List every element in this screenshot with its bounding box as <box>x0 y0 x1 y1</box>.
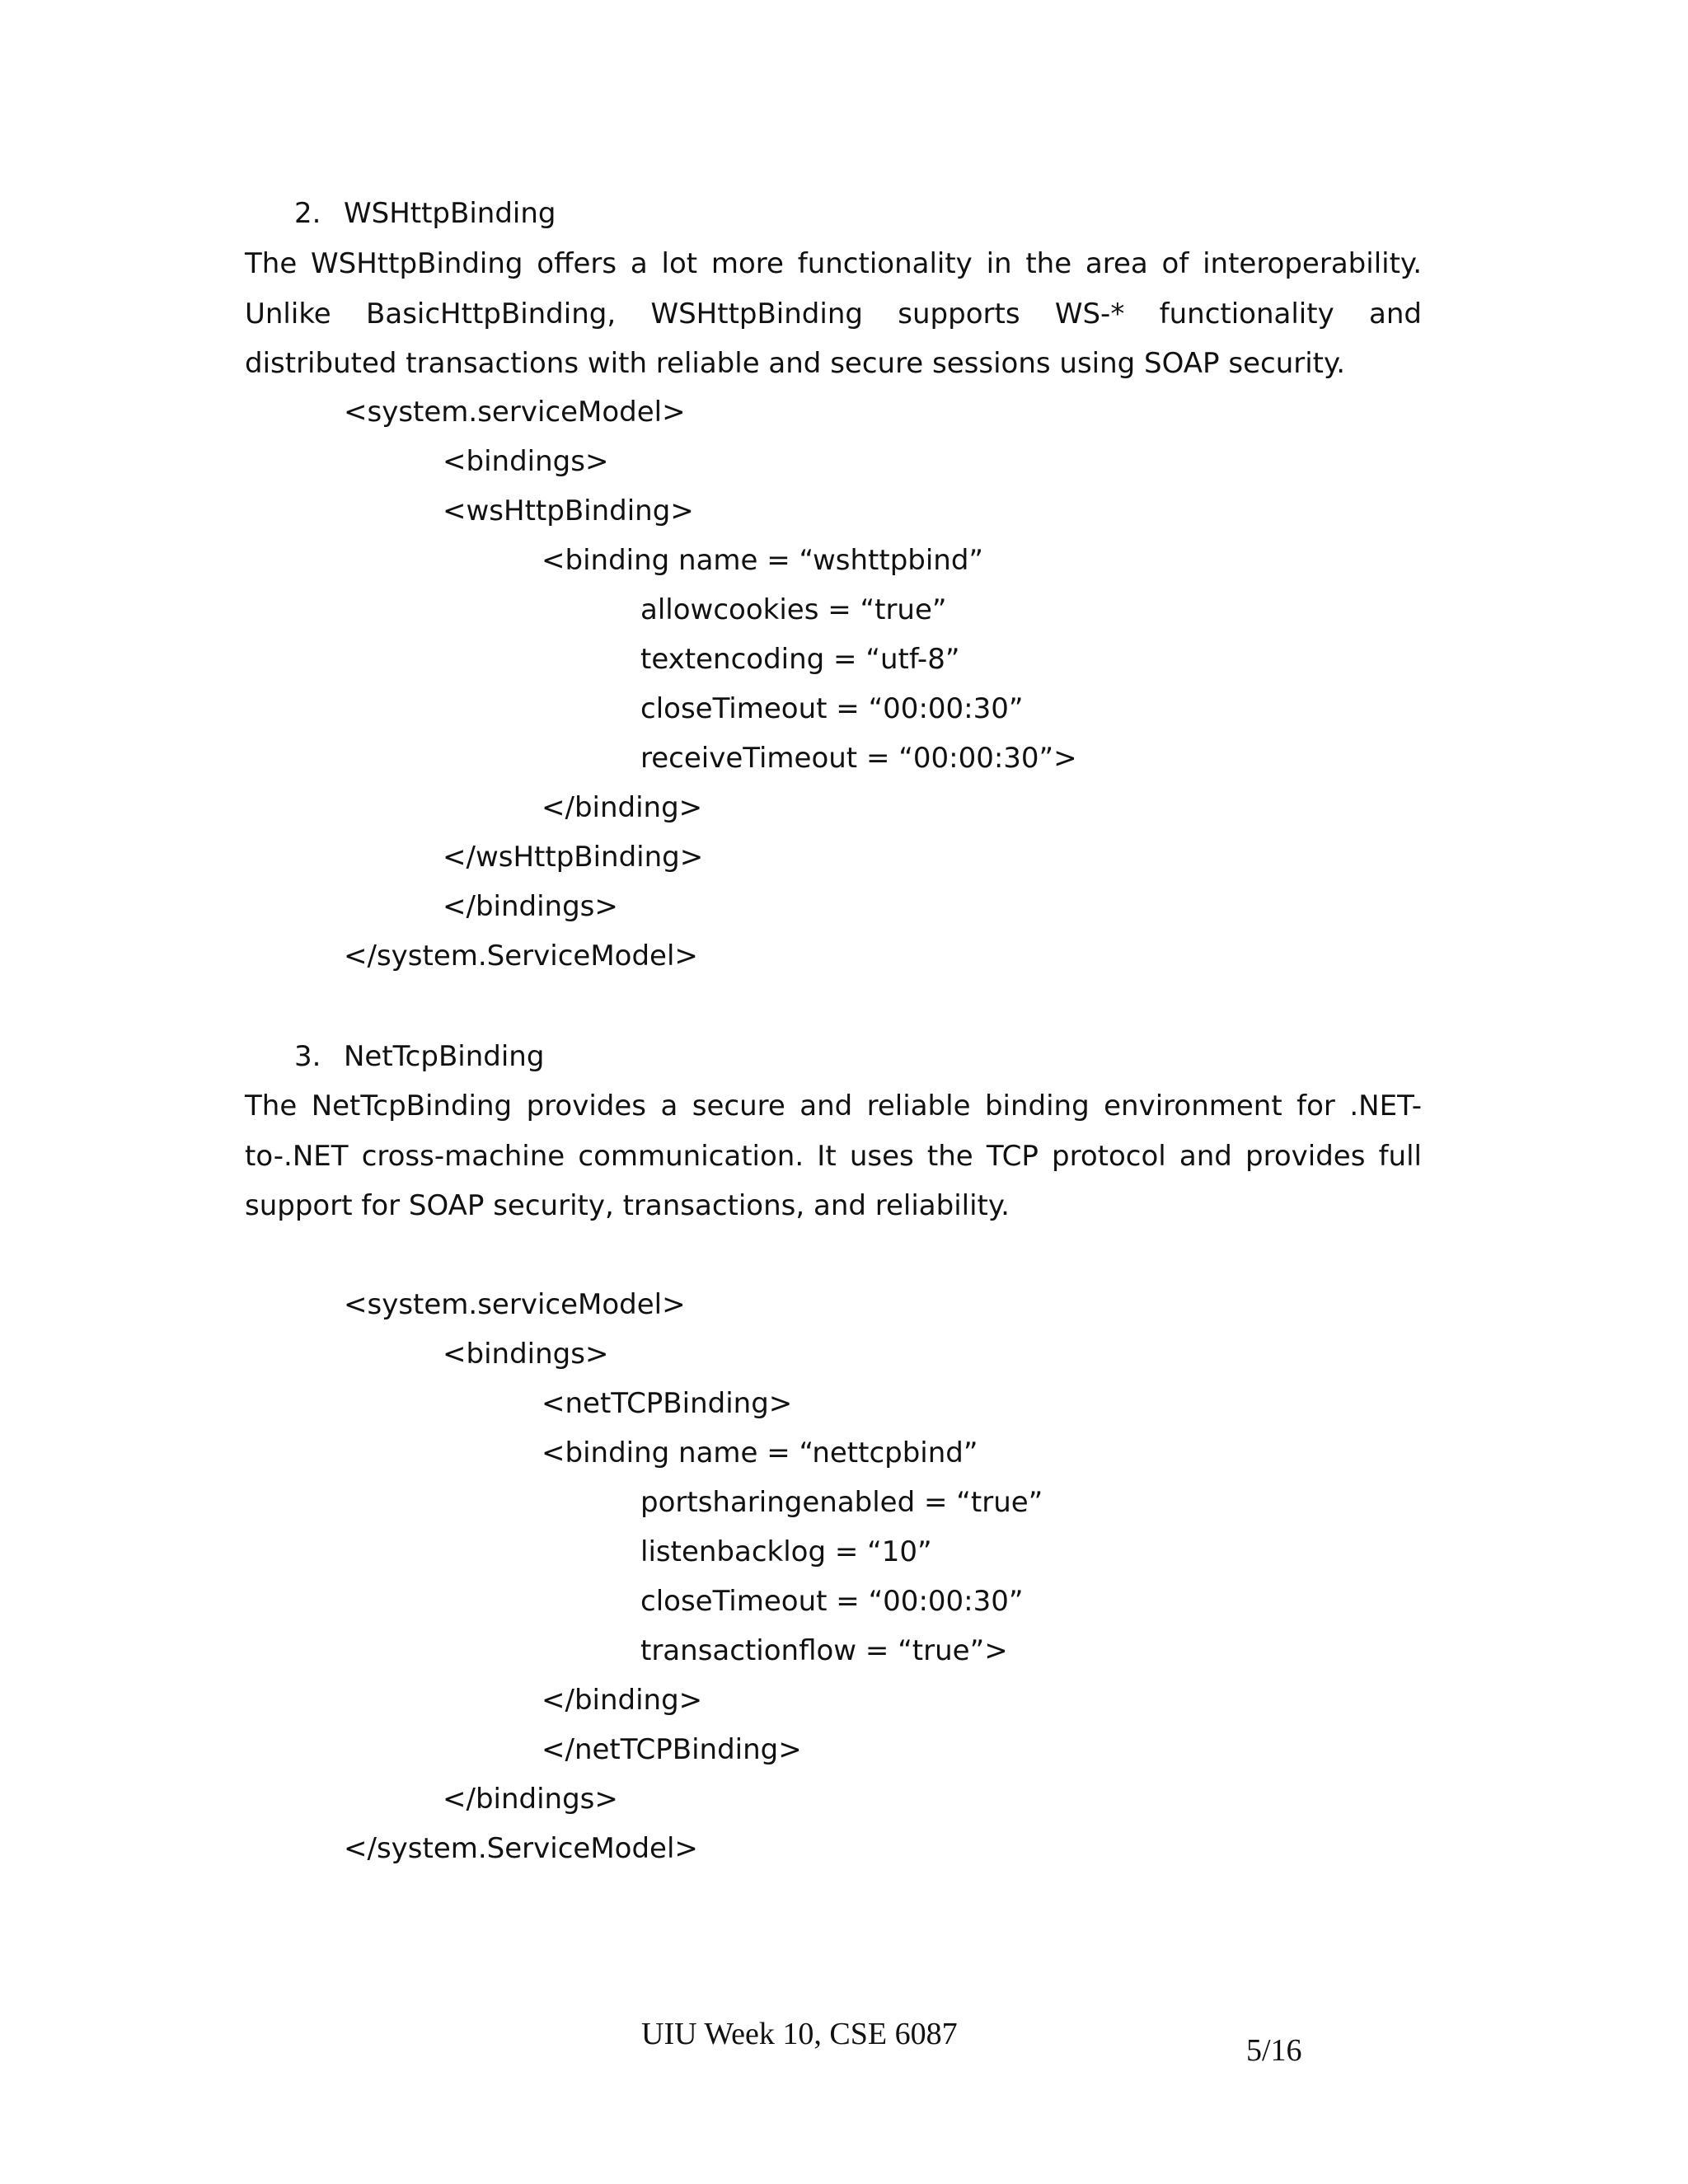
page-number: 5/16 <box>1246 2033 1302 2068</box>
footer-course: UIU Week 10, CSE 6087 <box>641 2017 958 2051</box>
code-line: </binding> <box>542 791 703 824</box>
code-line: listenbacklog = “10” <box>640 1535 932 1568</box>
code-line: <bindings> <box>443 1338 609 1371</box>
code-line: </bindings> <box>443 1783 618 1816</box>
code-line: <binding name = “wshttpbind” <box>542 544 984 577</box>
code-line: transactionflow = “true”> <box>640 1634 1008 1667</box>
code-line: <wsHttpBinding> <box>443 494 694 527</box>
code-line: <system.serviceModel> <box>344 1288 686 1321</box>
code-line: </netTCPBinding> <box>542 1733 802 1766</box>
code-line: </wsHttpBinding> <box>443 841 704 874</box>
section-3-number: 3. <box>294 1040 321 1073</box>
code-line: receiveTimeout = “00:00:30”> <box>640 742 1077 775</box>
code-line: <system.serviceModel> <box>344 396 686 429</box>
code-line: </bindings> <box>443 890 618 923</box>
code-line: <netTCPBinding> <box>542 1387 793 1420</box>
section-2-title: WSHttpBinding <box>344 197 556 230</box>
section-2-paragraph: The WSHttpBinding offers a lot more functionality in the area of interoperability. Unlike BasicHttpBinding, WSHttpBinding supports WS-* functionality and distributed transactions with reliable and secure sessions using SOAP security. <box>245 247 1422 380</box>
code-line: </system.ServiceModel> <box>344 1832 698 1865</box>
section-3-title: NetTcpBinding <box>344 1040 545 1073</box>
code-line: closeTimeout = “00:00:30” <box>640 1585 1024 1618</box>
code-line: allowcookies = “true” <box>640 593 947 626</box>
section-3-paragraph: The NetTcpBinding provides a secure and reliable binding environment for .NET-to-.NET cross-machine communication. It uses the TCP protocol and provides full support for SOAP security, transactions, and reliability. <box>245 1090 1422 1222</box>
section-2-number: 2. <box>294 197 321 230</box>
code-line: portsharingenabled = “true” <box>640 1486 1043 1519</box>
code-line: </system.ServiceModel> <box>344 940 698 972</box>
code-line: </binding> <box>542 1684 703 1717</box>
code-line: textencoding = “utf-8” <box>640 643 960 676</box>
code-line: closeTimeout = “00:00:30” <box>640 692 1024 725</box>
code-line: <bindings> <box>443 445 609 478</box>
code-line: <binding name = “nettcpbind” <box>542 1436 978 1469</box>
